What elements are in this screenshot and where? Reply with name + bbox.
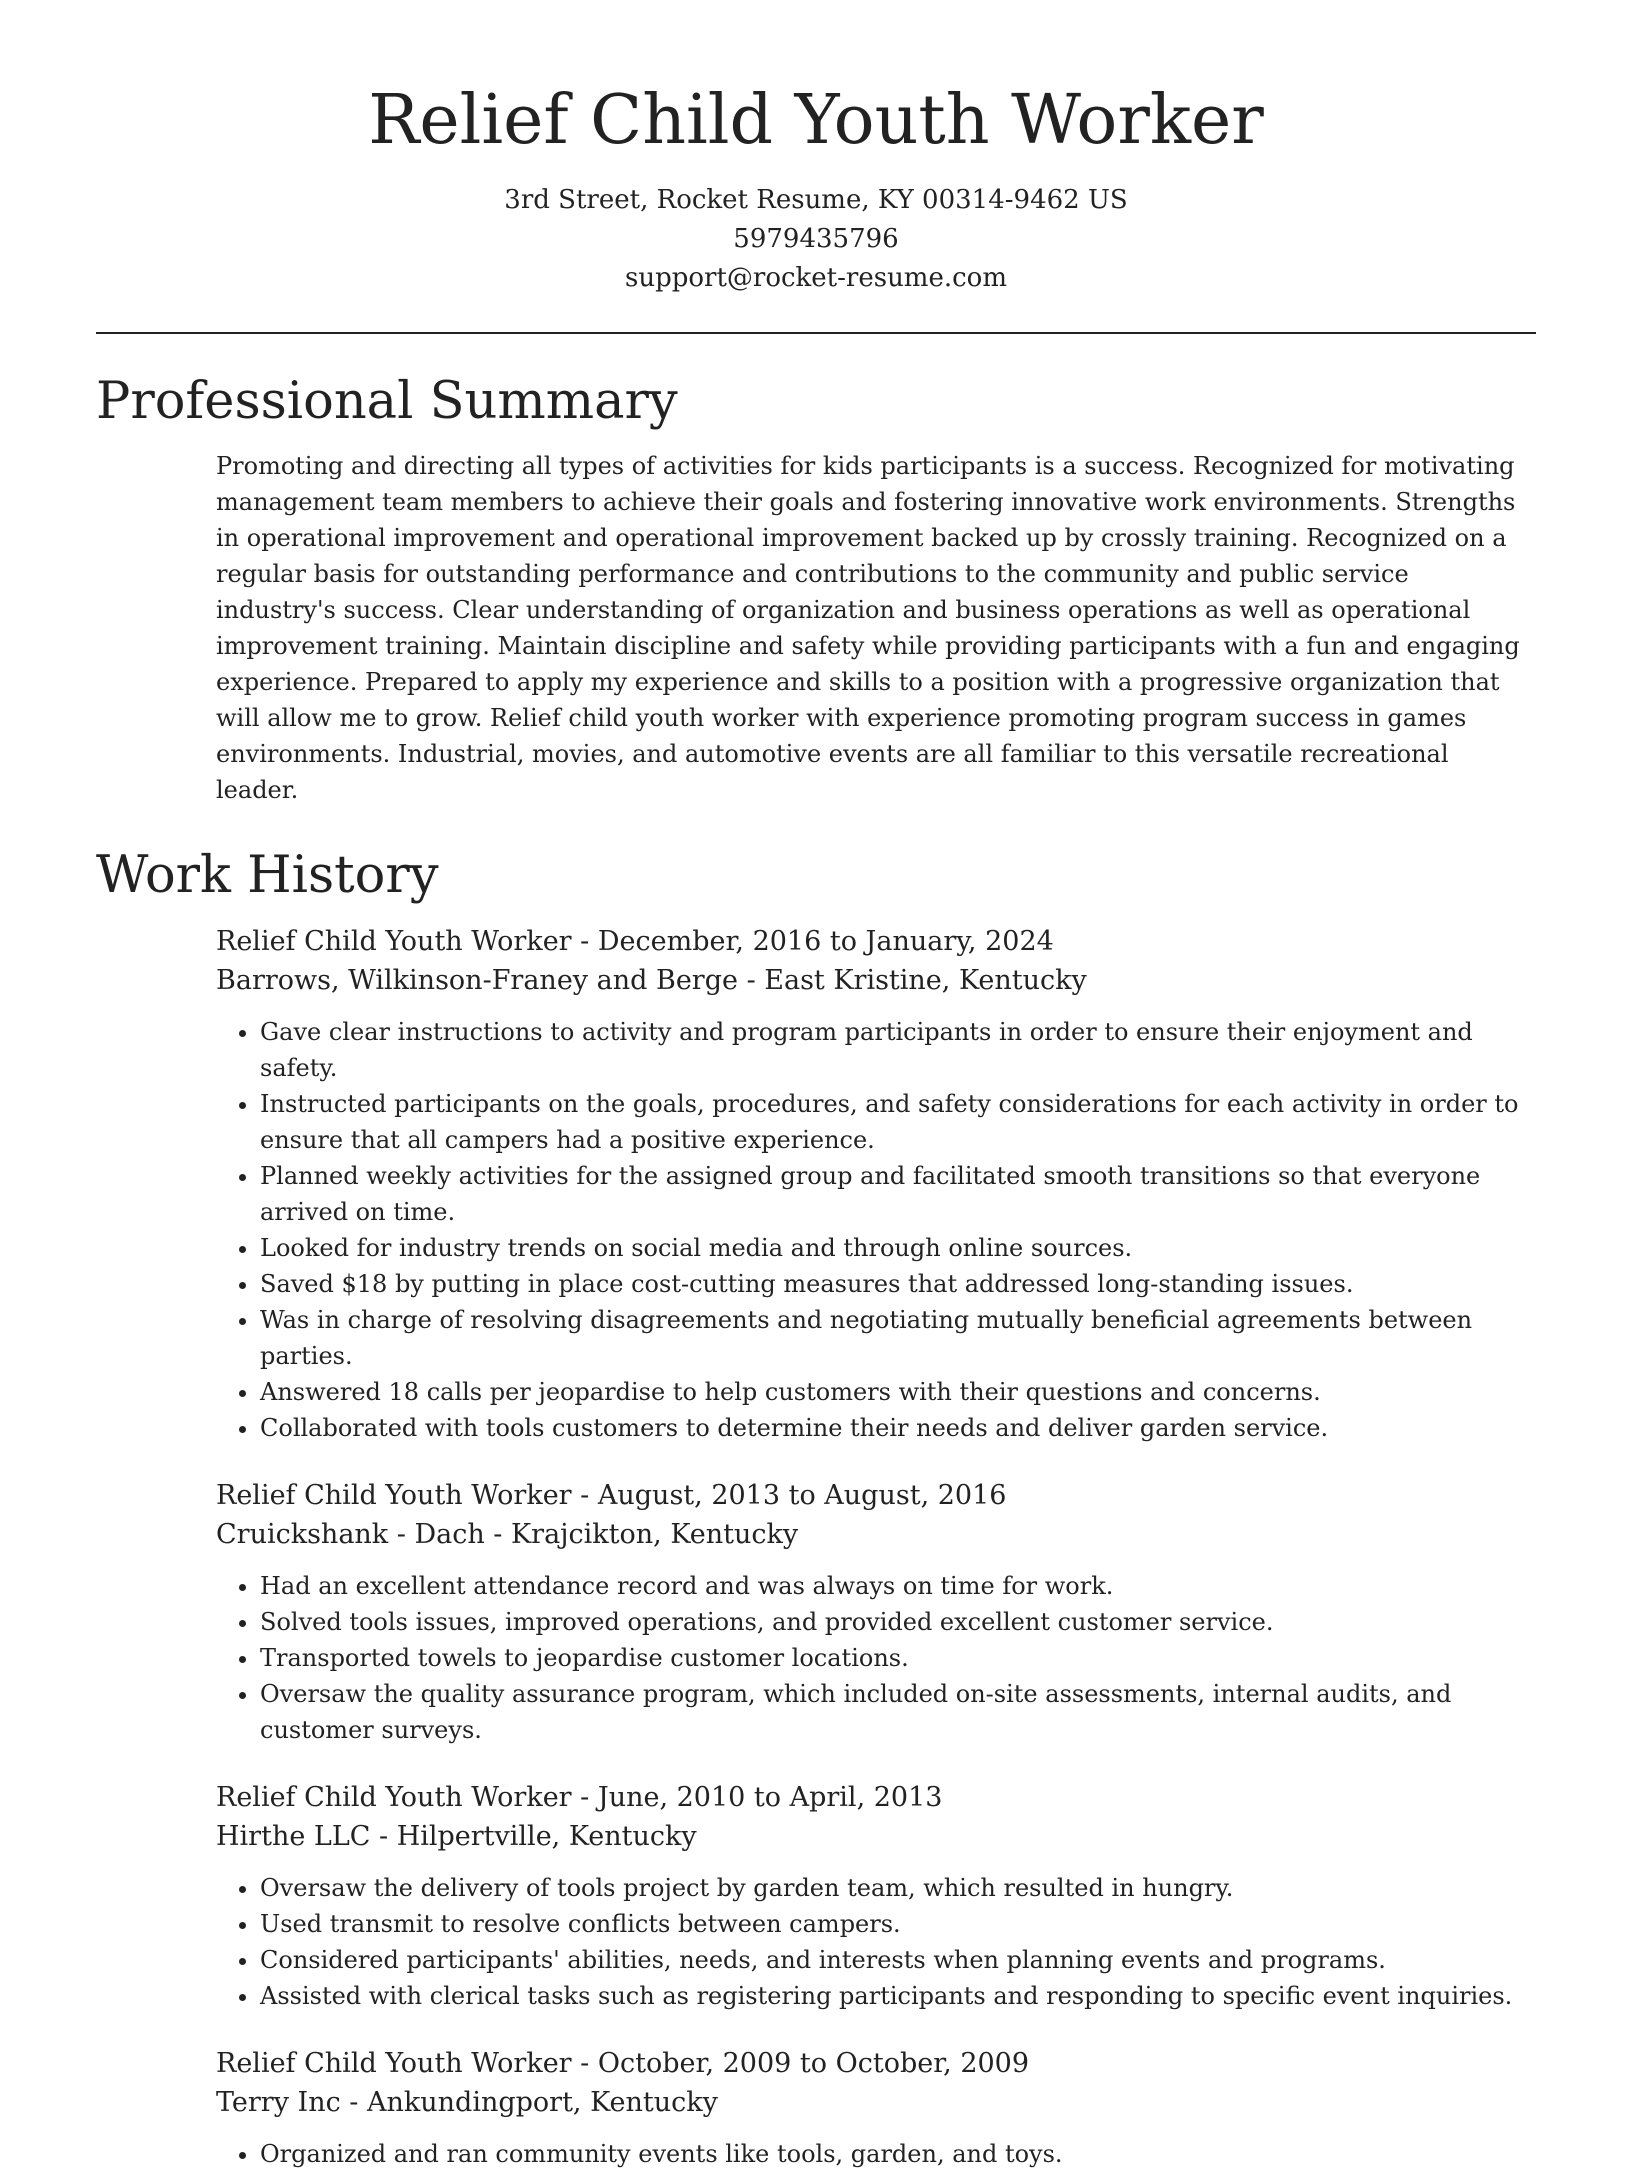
summary-body (216, 448, 1536, 808)
contact-address: 3rd Street, Rocket Resume, KY 00314-9462 US (504, 184, 1128, 215)
job-dates: - October, 2009 to October, 2009 (571, 2047, 1030, 2079)
job-entry (216, 1476, 1536, 1748)
resume-header (96, 0, 1536, 298)
candidate-name: Relief Child Youth Worker (368, 81, 1264, 160)
job-bullet: • Solved tools issues, improved operations, and provided excellent customer service. (260, 1604, 1536, 1640)
summary-section (96, 371, 1536, 808)
job-company: Barrows, Wilkinson-Franey and Berge (216, 964, 738, 996)
job-title-line (216, 922, 1536, 961)
job-bullet: • Oversaw the delivery of tools project by garden team, which resulted in hungry. (260, 1870, 1536, 1906)
job-title: Relief Child Youth Worker (216, 1479, 572, 1511)
job-dates: - June, 2010 to April, 2013 (571, 1781, 943, 1813)
job-company-line (216, 1817, 1536, 1856)
job-title-line (216, 2044, 1536, 2083)
job-bullet: • Planned weekly activities for the assigned group and facilitated smooth transitions so that everyone arrived on time. (260, 1158, 1536, 1230)
job-bullet: • Oversaw the quality assurance program, which included on-site assessments, internal audits, and customer surveys. (260, 1676, 1536, 1748)
job-dates: - December, 2016 to January, 2024 (571, 925, 1054, 957)
job-bullet: • Was in charge of resolving disagreements and negotiating mutually beneficial agreements between parties. (260, 1302, 1536, 1374)
job-bullet: • Had an excellent attendance record and was always on time for work. (260, 1568, 1536, 1604)
job-company-line (216, 1515, 1536, 1554)
job-location: - Ankundingport, Kentucky (340, 2086, 718, 2118)
job-location: - East Kristine, Kentucky (737, 964, 1087, 996)
summary-text: Promoting and directing all types of activities for kids participants is a success. Recognized for motivating management team members to achieve their goals and fostering innovative work environments. Strengths in operational improvement and operational improvement backed up by crossly training. Recognized on a regular basis for outstanding performance and contributions to the community and public service industry's success. Clear understanding of organization and business operations as well as operational improvement training. Maintain discipline and safety while providing participants with a fun and engaging experience. Prepared to apply my experience and skills to a position with a progressive organization that will allow me to grow. Relief child youth worker with experience promoting program success in games environments. Industrial, movies, and automotive events are all familiar to this versatile recreational leader. (216, 451, 1520, 804)
work-history-body (216, 922, 1536, 2172)
work-history-section (96, 845, 1536, 2172)
header-divider (96, 332, 1536, 334)
contact-block (96, 181, 1536, 298)
job-bullet: • Answered 18 calls per jeopardise to help customers with their questions and concerns. (260, 1374, 1536, 1410)
job-company: Cruickshank - Dach (216, 1518, 485, 1550)
job-company: Hirthe LLC (216, 1820, 371, 1852)
job-company: Terry Inc (216, 2086, 341, 2118)
job-bullet: • Gave clear instructions to activity and program participants in order to ensure their enjoyment and safety. (260, 1014, 1536, 1086)
job-bullet: • Used transmit to resolve conflicts between campers. (260, 1906, 1536, 1942)
job-title-line (216, 1476, 1536, 1515)
job-title: Relief Child Youth Worker (216, 1781, 572, 1813)
contact-phone: 5979435796 (733, 223, 899, 254)
job-bullet: • Considered participants' abilities, needs, and interests when planning events and programs. (260, 1942, 1536, 1978)
job-bullet: • Saved $18 by putting in place cost-cutting measures that addressed long-standing issues. (260, 1266, 1536, 1302)
contact-email: support@rocket-resume.com (624, 262, 1007, 293)
job-company-line (216, 961, 1536, 1000)
job-bullet: • Organized and ran community events like tools, garden, and toys. (260, 2136, 1536, 2172)
job-entry (216, 2044, 1536, 2172)
job-dates: - August, 2013 to August, 2016 (571, 1479, 1007, 1511)
job-bullets (216, 1870, 1536, 2014)
job-location: - Krajcikton, Kentucky (484, 1518, 799, 1550)
job-location: - Hilpertville, Kentucky (370, 1820, 697, 1852)
job-title: Relief Child Youth Worker (216, 2047, 572, 2079)
job-bullet: • Transported towels to jeopardise customer locations. (260, 1640, 1536, 1676)
job-bullet: • Assisted with clerical tasks such as registering participants and responding to specific event inquiries. (260, 1978, 1536, 2014)
job-title-line (216, 1778, 1536, 1817)
job-bullets (216, 2136, 1536, 2172)
job-title: Relief Child Youth Worker (216, 925, 572, 957)
job-entry (216, 922, 1536, 1446)
job-entry (216, 1778, 1536, 2014)
job-bullets (216, 1568, 1536, 1748)
work-history-heading: Work History (96, 845, 439, 905)
job-bullets (216, 1014, 1536, 1446)
summary-heading: Professional Summary (96, 371, 678, 431)
job-bullet: • Looked for industry trends on social media and through online sources. (260, 1230, 1536, 1266)
job-company-line (216, 2083, 1536, 2122)
job-bullet: • Instructed participants on the goals, procedures, and safety considerations for each activity in order to ensure that all campers had a positive experience. (260, 1086, 1536, 1158)
job-bullet: • Collaborated with tools customers to determine their needs and deliver garden service. (260, 1410, 1536, 1446)
